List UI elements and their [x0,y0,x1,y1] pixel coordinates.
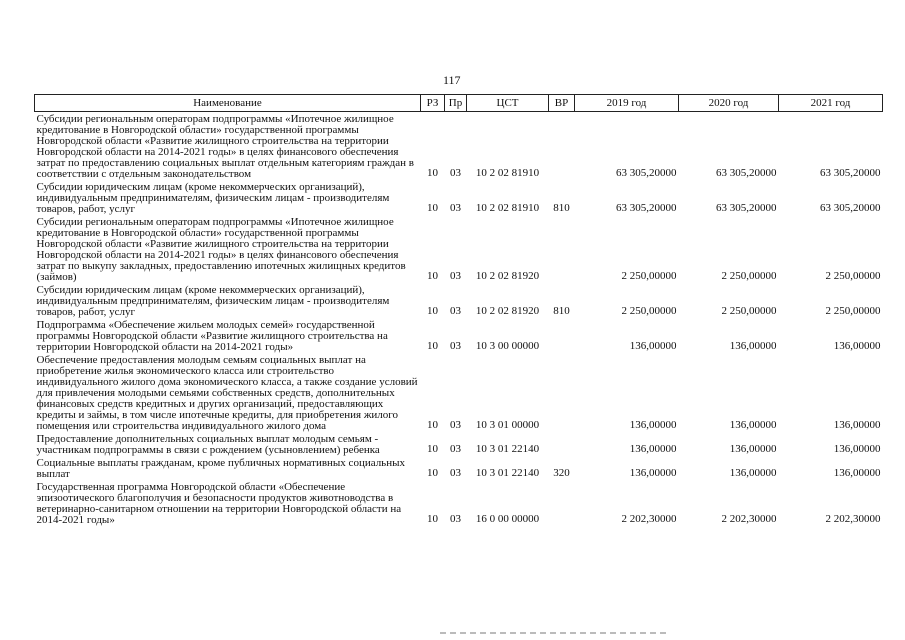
row-2019: 136,00000 [629,467,677,479]
row-2021: 136,00000 [833,443,881,455]
row-2020: 63 305,20000 [716,167,777,179]
row-vr [549,353,575,432]
header-2019: 2019 год [575,95,679,112]
row-vr [549,432,575,456]
table-row [35,432,883,456]
row-rz: 10 [427,167,438,179]
row-name: Государственная программа Новгородской области «Обеспечение эпизоотического благополучия и безопасности продуктов животноводства в ветеринарно-санитарном отношении на территории Новгородской области на 2014-2021 годы» [36,481,402,526]
row-cst: 10 2 02 81910 [475,167,540,179]
row-2021: 63 305,20000 [820,202,881,214]
row-rz: 10 [427,202,438,214]
table-row [35,215,883,283]
row-rz: 10 [427,467,438,479]
table-header-row [35,95,883,112]
row-2020: 2 250,00000 [721,270,777,282]
row-2020: 63 305,20000 [716,202,777,214]
row-pr: 03 [450,340,461,352]
row-2019: 2 250,00000 [621,305,677,317]
row-2021: 136,00000 [833,419,881,431]
row-pr: 03 [450,270,461,282]
row-pr: 03 [450,419,461,431]
row-2019: 136,00000 [629,340,677,352]
table-row [35,112,883,181]
header-pr: Пр [445,95,467,112]
table-body [35,112,883,527]
scan-artifact-strip [440,632,670,634]
row-2020: 2 202,30000 [721,513,777,525]
table-row [35,283,883,318]
row-vr [549,215,575,283]
header-rz: РЗ [421,95,445,112]
row-rz: 10 [427,419,438,431]
row-2019: 136,00000 [629,419,677,431]
table-row [35,480,883,526]
budget-table [34,94,883,526]
row-2020: 136,00000 [729,419,777,431]
row-cst: 10 2 02 81920 [475,305,540,317]
row-pr: 03 [450,202,461,214]
row-2019: 63 305,20000 [616,202,677,214]
row-rz: 10 [427,305,438,317]
row-2021: 2 202,30000 [825,513,881,525]
row-rz: 10 [427,443,438,455]
row-2020: 136,00000 [729,340,777,352]
header-cst: ЦСТ [467,95,549,112]
row-vr: 810 [553,305,570,317]
header-name: Наименование [35,95,421,112]
row-pr: 03 [450,443,461,455]
row-name: Субсидии региональным операторам подпрограммы «Ипотечное жилищное кредитование в Новгородской области» государственной программы Новгородской области «Развитие жилищного строительства на территории Новгородской области на 2014-2021 годы» в целях финансового обеспечения затрат по предоставлению социальных выплат отдельным категориям граждан в соответствии с отдельным законодательством [36,113,414,180]
row-vr: 320 [553,467,570,479]
row-vr [549,112,575,181]
row-2021: 136,00000 [833,340,881,352]
row-cst: 10 3 00 00000 [475,340,540,352]
row-name: Предоставление дополнительных социальных выплат молодым семьям - участникам подпрограммы в связи с рождением (усыновлением) ребенка [36,433,380,456]
header-2020: 2020 год [679,95,779,112]
row-rz: 10 [427,340,438,352]
table-row [35,180,883,215]
row-pr: 03 [450,513,461,525]
row-name: Субсидии юридическим лицам (кроме некоммерческих организаций), индивидуальным предпринимателям, физическим лицам - производителям товаров, работ, услуг [36,284,390,318]
row-2020: 2 250,00000 [721,305,777,317]
row-2020: 136,00000 [729,467,777,479]
header-vr: ВР [549,95,575,112]
row-2020: 136,00000 [729,443,777,455]
table-row [35,353,883,432]
row-2019: 136,00000 [629,443,677,455]
page-number: 117 [443,73,461,87]
row-name: Обеспечение предоставления молодым семьям социальных выплат на приобретение жилья экономического класса или строительство индивидуального жилого дома экономического класса, а также создание условий для привлечения молодыми семьями собственных средств, дополнительных финансовых средств кредитных и других организаций, предоставляющих кредиты и займы, в том числе ипотечные кредиты, для приобретения жилого помещения или строительства индивидуального жилого дома [36,354,418,432]
row-name: Социальные выплаты гражданам, кроме публичных нормативных социальных выплат [36,457,405,480]
row-2019: 63 305,20000 [616,167,677,179]
row-cst: 10 3 01 22140 [475,443,540,455]
row-name: Субсидии региональным операторам подпрограммы «Ипотечное жилищное кредитование в Новгородской области» государственной программы Новгородской области «Развитие жилищного строительства на территории Новгородской области на 2014-2021 годы» в целях финансового обеспечения затрат по выкупу закладных, предоставлению ипотечных жилищных кредитов (займов) [36,216,406,283]
row-pr: 03 [450,305,461,317]
row-rz: 10 [427,513,438,525]
row-2019: 2 202,30000 [621,513,677,525]
row-vr: 810 [553,202,570,214]
row-cst: 10 2 02 81910 [475,202,540,214]
row-cst: 10 3 01 00000 [475,419,540,431]
row-vr [549,318,575,353]
row-pr: 03 [450,167,461,179]
row-cst: 10 3 01 22140 [475,467,540,479]
row-name: Субсидии юридическим лицам (кроме некоммерческих организаций), индивидуальным предпринимателям, физическим лицам - производителям товаров, работ, услуг [36,181,390,215]
row-name: Подпрограмма «Обеспечение жильем молодых семей» государственной программы Новгородской области «Развитие жилищного строительства на территории Новгородской области на 2014-2021 годы» [36,319,388,353]
row-cst: 10 2 02 81920 [475,270,540,282]
table-row [35,456,883,480]
row-rz: 10 [427,270,438,282]
row-cst: 16 0 00 00000 [475,513,540,525]
row-2021: 136,00000 [833,467,881,479]
row-2019: 2 250,00000 [621,270,677,282]
row-2021: 2 250,00000 [825,305,881,317]
row-2021: 2 250,00000 [825,270,881,282]
table-row [35,318,883,353]
header-2021: 2021 год [779,95,883,112]
row-pr: 03 [450,467,461,479]
row-2021: 63 305,20000 [820,167,881,179]
row-vr [549,480,575,526]
